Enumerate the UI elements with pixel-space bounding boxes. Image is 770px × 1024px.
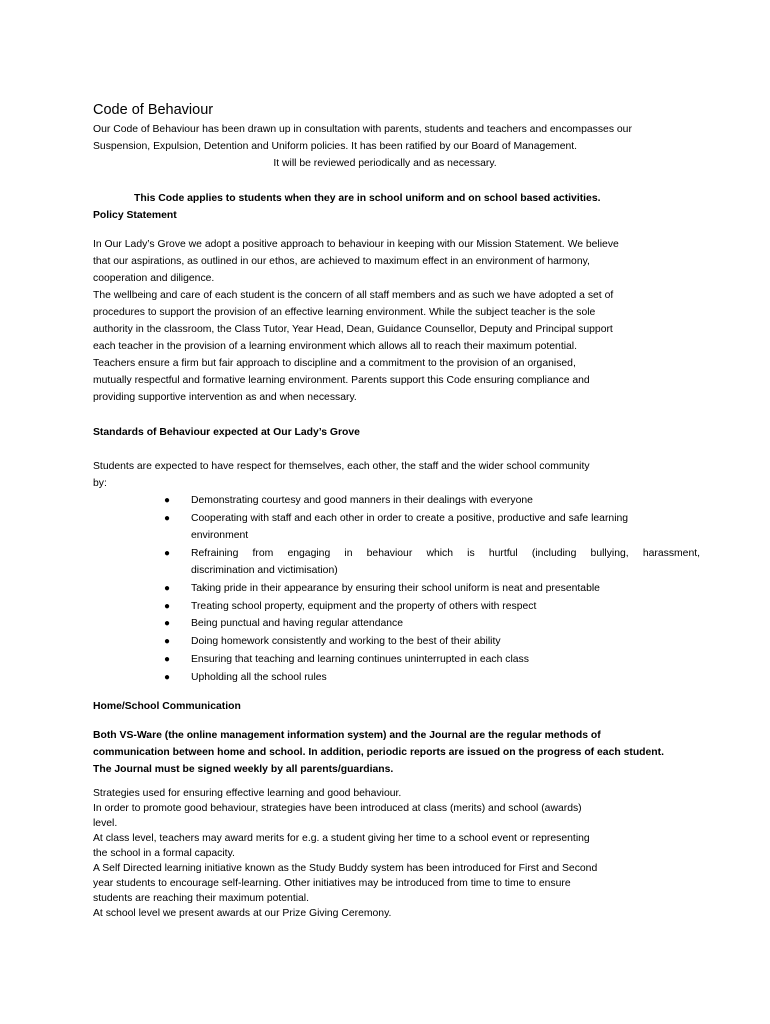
bullet-icon: ● [164, 495, 171, 506]
policy-line: each teacher in the provision of a learning environment which allows all to reach their maximum potential. [93, 341, 577, 352]
strategies-line: level. [93, 818, 118, 829]
policy-line: that our aspirations, as outlined in our ethos, are achieved to maximum effect in an environment of harmony, [93, 256, 590, 267]
list-item-text: discrimination and victimisation) [191, 565, 338, 576]
list-item-text: environment [191, 530, 249, 541]
strategies-line: students are reaching their maximum potential. [93, 893, 310, 904]
strategies-line: At class level, teachers may award merits for e.g. a student giving her time to a school event or representing [93, 833, 590, 844]
bullet-icon: ● [164, 672, 171, 683]
list-item-text: Treating school property, equipment and the property of others with respect [191, 601, 537, 612]
bullet-icon: ● [164, 583, 171, 594]
list-item-text: Taking pride in their appearance by ensuring their school uniform is neat and presentable [191, 583, 600, 594]
standards-intro-line: Students are expected to have respect for themselves, each other, the staff and the wider school community [93, 461, 590, 472]
bullet-icon: ● [164, 654, 171, 665]
page-title: Code of Behaviour [93, 102, 214, 118]
standards-intro-line: by: [93, 478, 107, 489]
policy-line: cooperation and diligence. [93, 273, 215, 284]
policy-line: authority in the classroom, the Class Tutor, Year Head, Dean, Guidance Counsellor, Deputy and Principal support [93, 324, 613, 335]
strategies-line: year students to encourage self-learning. Other initiatives may be introduced from time to time to ensure [93, 878, 571, 889]
strategies-line: At school level we present awards at our Prize Giving Ceremony. [93, 908, 392, 919]
policy-line: Teachers ensure a firm but fair approach to discipline and a commitment to the provision of an organised, [93, 358, 576, 369]
policy-line: providing supportive intervention as and when necessary. [93, 392, 357, 403]
applies-statement: This Code applies to students when they are in school uniform and on school based activities. [134, 193, 601, 204]
bullet-icon: ● [164, 513, 171, 524]
list-item-text: Being punctual and having regular attendance [191, 618, 404, 629]
policy-line: The wellbeing and care of each student is the concern of all staff members and as such we have adopted a set of [93, 290, 614, 301]
list-item-text: Doing homework consistently and working to the best of their ability [191, 636, 501, 647]
policy-line: procedures to support the provision of an effective learning environment. While the subject teacher is the sole [93, 307, 596, 318]
list-item-text: Ensuring that teaching and learning continues uninterrupted in each class [191, 654, 529, 665]
strategies-line: A Self Directed learning initiative known as the Study Buddy system has been introduced for First and Second [93, 863, 598, 874]
policy-line: In Our Lady’s Grove we adopt a positive approach to behaviour in keeping with our Mission Statement. We believe [93, 239, 619, 250]
list-item-text: Demonstrating courtesy and good manners in their dealings with everyone [191, 495, 533, 506]
bullet-icon: ● [164, 636, 171, 647]
policy-line: mutually respectful and formative learning environment. Parents support this Code ensuring compliance and [93, 375, 590, 386]
bullet-icon: ● [164, 618, 171, 629]
strategies-line: In order to promote good behaviour, strategies have been introduced at class (merits) and school (awards) [93, 803, 582, 814]
intro-line: Our Code of Behaviour has been drawn up in consultation with parents, students and teachers and encompasses our [93, 124, 632, 135]
intro-line: Suspension, Expulsion, Detention and Uniform policies. It has been ratified by our Board of Management. [93, 141, 578, 152]
communication-line: Both VS-Ware (the online management information system) and the Journal are the regular methods of [93, 730, 601, 741]
home-school-heading: Home/School Communication [93, 701, 241, 712]
communication-line: communication between home and school. In addition, periodic reports are issued on the progress of each student. [93, 747, 664, 758]
standards-heading: Standards of Behaviour expected at Our Lady’s Grove [93, 427, 360, 438]
policy-heading: Policy Statement [93, 210, 177, 221]
list-item-text: Cooperating with staff and each other in order to create a positive, productive and safe learning [191, 513, 629, 524]
bullet-icon: ● [164, 548, 171, 559]
strategies-line: Strategies used for ensuring effective learning and good behaviour. [93, 788, 402, 799]
communication-line: The Journal must be signed weekly by all parents/guardians. [93, 764, 394, 775]
bullet-icon: ● [164, 601, 171, 612]
list-item-text: Upholding all the school rules [191, 672, 327, 683]
intro-review-line: It will be reviewed periodically and as necessary. [273, 158, 497, 169]
strategies-line: the school in a formal capacity. [93, 848, 235, 859]
list-item-text: Refraining from engaging in behaviour which is hurtful (including bullying, harassment, [191, 548, 700, 559]
